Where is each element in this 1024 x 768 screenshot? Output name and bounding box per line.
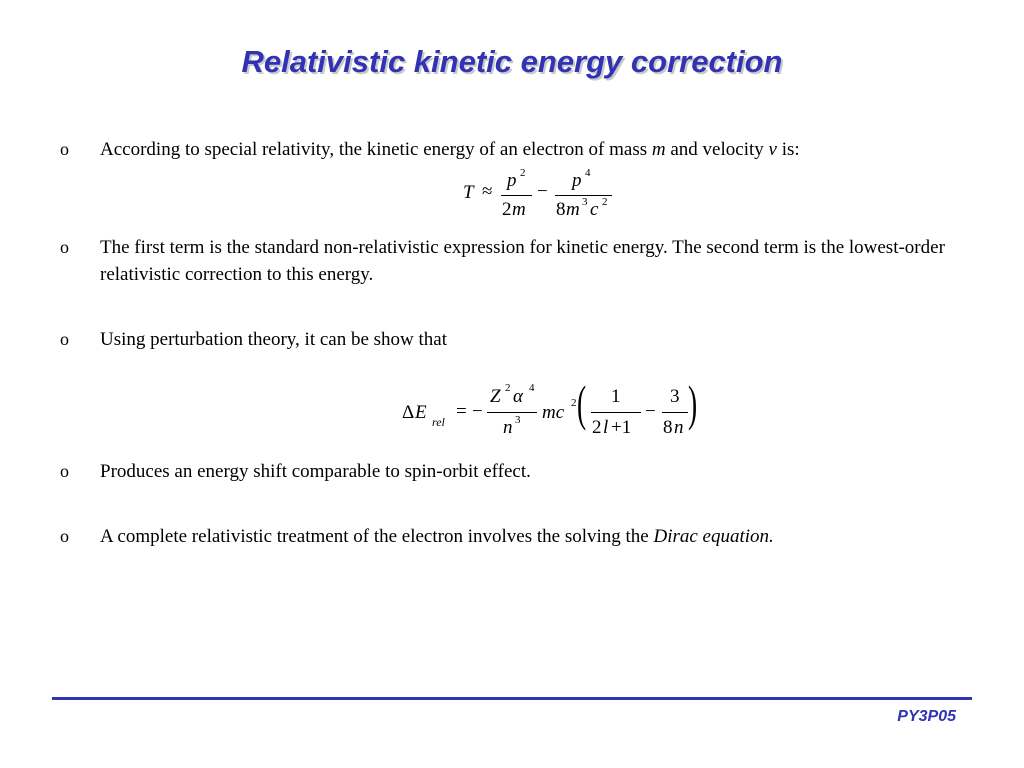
bullet-1-text-a: According to special relativity, the kinetic energy of an electron of mass	[100, 139, 652, 160]
bullet-3	[60, 326, 980, 353]
eq2-negative: −	[472, 401, 483, 422]
bullet-2	[60, 234, 980, 288]
eq2-fraction-bar-main	[487, 412, 537, 413]
eq2-frac1-num: 1	[611, 386, 621, 407]
bullet-marker: o	[60, 329, 69, 349]
eq2-right-paren: )	[688, 375, 698, 431]
eq1-den2-c-exp: 2	[602, 196, 608, 208]
eq1-den2-c: c	[590, 199, 599, 220]
slide-title: Relativistic kinetic energy correction	[241, 44, 783, 79]
variable-m: m	[651, 139, 666, 160]
eq2-delta: Δ	[402, 402, 415, 423]
eq2-minus: −	[645, 401, 656, 422]
bullet-1-text	[100, 136, 980, 163]
footer-course-code: PY3P05	[897, 708, 956, 725]
bullet-4-text: Produces an energy shift comparable to spin-orbit effect.	[100, 461, 531, 482]
eq2-num-alpha-exp: 4	[529, 382, 535, 394]
bullet-1	[60, 136, 980, 163]
eq2-mc: mc	[542, 402, 565, 423]
bullet-marker: o	[60, 139, 69, 159]
bullet-5-text	[100, 523, 980, 550]
bullet-marker: o	[60, 526, 69, 546]
footer-divider	[52, 697, 972, 700]
bullet-1-text-b: and velocity	[665, 139, 769, 160]
eq2-num-Z-exp: 2	[505, 382, 511, 394]
eq1-approx: ≈	[482, 181, 493, 202]
bullet-marker: o	[60, 461, 69, 481]
dirac-equation-term: Dirac equation.	[653, 526, 774, 547]
eq2-subscript-rel: rel	[432, 415, 445, 429]
bullet-marker: o	[60, 237, 69, 257]
eq1-den1-coef: 2	[502, 199, 512, 220]
eq2-equals: =	[456, 401, 467, 422]
eq1-num2-p: p	[572, 170, 582, 191]
eq1-den2-m: m	[566, 199, 580, 220]
eq1-num1-p: p	[507, 170, 517, 191]
bullet-4	[60, 458, 980, 485]
eq2-frac1-den-l: l	[603, 417, 609, 438]
eq1-num1-exp: 2	[520, 167, 526, 179]
eq2-frac2-num: 3	[670, 386, 680, 407]
eq2-frac1-den-plus1: +1	[611, 417, 632, 438]
variable-v: v	[768, 139, 777, 160]
bullet-1-text-c: is:	[776, 139, 800, 160]
eq1-den2-coef: 8	[556, 199, 566, 220]
bullet-3-text: Using perturbation theory, it can be show that	[100, 329, 448, 350]
eq2-left-paren: (	[577, 375, 587, 431]
bullet-5	[60, 523, 980, 550]
eq2-frac2-den-8: 8	[663, 417, 673, 438]
bullet-5-text-a: A complete relativistic treatment of the electron involves the solving the	[100, 526, 654, 547]
eq1-num2-exp: 4	[585, 167, 591, 179]
eq2-den-n-exp: 3	[515, 414, 521, 426]
eq2-E: E	[415, 402, 427, 423]
eq2-mc-exp: 2	[571, 397, 577, 409]
eq2-num-alpha: α	[513, 386, 523, 407]
eq2-den-n: n	[503, 417, 513, 438]
eq2-num-Z: Z	[490, 386, 501, 407]
eq1-den2-m-exp: 3	[582, 196, 588, 208]
eq1-fraction-bar-1	[501, 195, 532, 196]
eq2-frac1-den-2: 2	[592, 417, 602, 438]
eq2-fraction-bar-2	[662, 412, 688, 413]
bullet-2-text: The first term is the standard non-relativistic expression for kinetic energy. The second term is the lowest-order relativistic correction to this energy.	[100, 237, 945, 285]
eq2-fraction-bar-1	[591, 412, 641, 413]
eq1-den1-m: m	[512, 199, 526, 220]
eq2-frac2-den-n: n	[674, 417, 684, 438]
eq1-minus: −	[537, 181, 548, 202]
eq1-T: T	[463, 182, 474, 203]
